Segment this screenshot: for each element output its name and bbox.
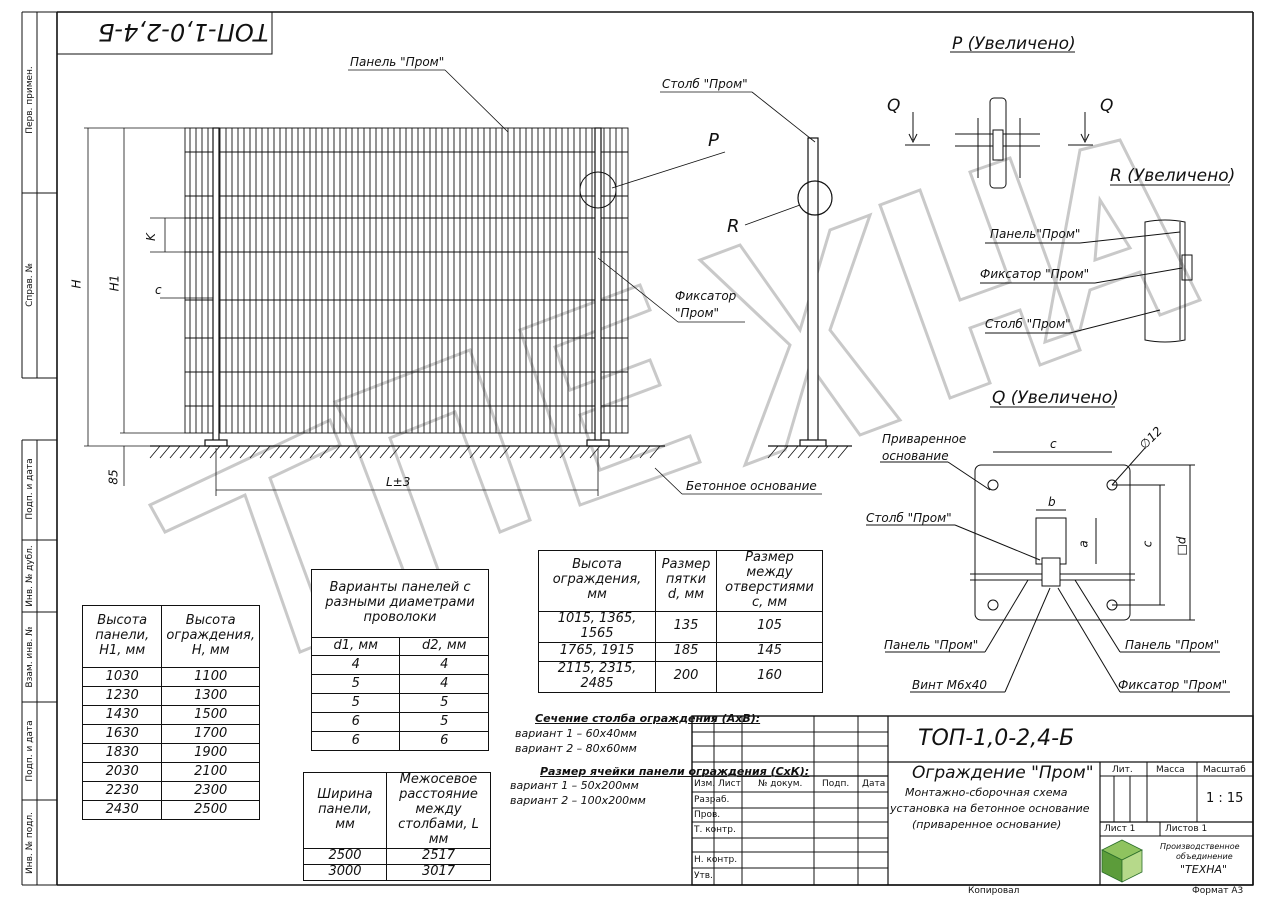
heights-cell: 2100 <box>162 763 260 782</box>
wires-cell: 6 <box>400 732 489 751</box>
hatch-line <box>440 446 450 458</box>
note-section-title: Сечение столба ограждения (АхВ): <box>535 712 761 725</box>
base-cell: 135 <box>656 611 717 642</box>
hatch-line <box>450 446 460 458</box>
tb-sheet: Лист 1 <box>1104 824 1136 834</box>
wires-cell: 6 <box>312 713 400 732</box>
detail-Q-panel-right: Панель "Пром" <box>1125 638 1220 652</box>
detail-Q-dim-c-top: c <box>1050 437 1057 451</box>
widths-cell: 3000 <box>304 864 387 880</box>
tb-format: Формат А3 <box>1192 886 1244 896</box>
detail-Q-screw: Винт М6х40 <box>912 678 988 692</box>
th-wire-title: Варианты панелей с разными диаметрами проволоки <box>312 570 489 638</box>
base-cell: 145 <box>717 642 823 661</box>
widths-cell: 3017 <box>387 864 491 880</box>
detail-Q-post: Столб "Пром" <box>866 511 952 525</box>
heights-cell: 2300 <box>162 782 260 801</box>
detail-Q-fixator: Фиксатор "Пром" <box>1118 678 1228 692</box>
side-label-dup-inv: Инв. № дубл. <box>25 545 35 607</box>
side-label-replace-inv: Взам. инв. № <box>25 626 35 688</box>
heights-row <box>83 763 260 782</box>
detail-R-panel: Панель"Пром" <box>990 227 1081 241</box>
tb-col-date: Дата <box>862 779 886 789</box>
detail-Q-phi: ∅12 <box>1136 423 1165 453</box>
tb-name-2: Монтажно-сборочная схема <box>905 786 1068 799</box>
tb-col-list: Лист <box>718 779 741 789</box>
label-dim-H1: H1 <box>107 274 122 292</box>
heights-cell: 2430 <box>83 801 162 820</box>
wires-row <box>312 656 489 675</box>
label-post-prom: Столб "Пром" <box>662 77 748 91</box>
widths-cell: 2517 <box>387 848 491 864</box>
label-dim-85: 85 <box>106 469 121 485</box>
hatch-line <box>180 446 190 458</box>
hatch-line <box>490 446 500 458</box>
heights-cell: 1300 <box>162 687 260 706</box>
base-cell: 160 <box>717 661 823 692</box>
hatch-line <box>550 446 560 458</box>
hatch-line <box>580 446 590 458</box>
th-heel-size: Размер пятки d, мм <box>656 551 717 612</box>
detail-R-post: Столб "Пром" <box>985 317 1071 331</box>
tb-doc-code: ТОП-1,0-2,4-Б <box>918 726 1075 751</box>
fence-panel <box>185 128 628 433</box>
detail-Q-dim-d: □d <box>1174 536 1189 556</box>
heights-cell: 2500 <box>162 801 260 820</box>
base-cell: 185 <box>656 642 717 661</box>
base-row <box>539 611 823 642</box>
tb-row-utv: Утв. <box>694 871 713 881</box>
heights-cell: 2030 <box>83 763 162 782</box>
label-fixator-1: Фиксатор <box>675 289 737 303</box>
hatch-line <box>620 446 630 458</box>
tb-name-4: (приваренное основание) <box>912 818 1062 831</box>
wires-cell: 5 <box>312 694 400 713</box>
tb-scale: 1 : 15 <box>1206 791 1244 806</box>
hatch-line <box>420 446 430 458</box>
heights-cell: 1700 <box>162 725 260 744</box>
table-widths <box>303 772 491 881</box>
hatch-line <box>360 446 370 458</box>
label-panel-prom: Панель "Пром" <box>350 55 445 69</box>
hatch-line <box>230 446 240 458</box>
note-section-v1: вариант 1 – 60х40мм <box>515 726 637 740</box>
wires-row <box>312 732 489 751</box>
wires-cell: 4 <box>312 656 400 675</box>
hatch-line <box>170 446 180 458</box>
side-label-orig-inv: Инв. № подл. <box>25 811 35 875</box>
tb-col-izm: Изм. <box>694 779 716 789</box>
wires-cell: 6 <box>312 732 400 751</box>
top-stamp-code: ТОП-1,0-2,4-Б <box>98 18 269 46</box>
post-side-view <box>798 138 832 446</box>
base-cell: 105 <box>717 611 823 642</box>
heights-cell: 1230 <box>83 687 162 706</box>
note-mesh-v1: вариант 1 – 50х200мм <box>510 779 639 793</box>
detail-P-q-right: Q <box>1100 96 1114 116</box>
heights-row <box>83 801 260 820</box>
wires-cell: 5 <box>400 694 489 713</box>
tb-mass: Масса <box>1156 765 1185 775</box>
table-base-sizes <box>538 550 823 693</box>
hatch-line <box>240 446 250 458</box>
hatch-line <box>828 446 838 458</box>
note-section-v2: вариант 2 – 80х60мм <box>515 741 637 755</box>
detail-P-q-left: Q <box>887 96 901 116</box>
hatch-line <box>838 446 848 458</box>
detail-Q-welded-1: Приваренное <box>882 432 967 446</box>
tb-row-prov: Пров. <box>694 810 721 820</box>
heights-row <box>83 782 260 801</box>
tb-row-nkontr: Н. контр. <box>694 855 738 865</box>
label-dim-K: K <box>143 233 158 241</box>
base-cell: 2115, 2315, 2485 <box>539 661 656 692</box>
detail-Q-dim-a: a <box>1076 540 1091 548</box>
hatch-line <box>290 446 300 458</box>
company-logo <box>1102 840 1142 882</box>
heights-row <box>83 725 260 744</box>
hatch-line <box>530 446 540 458</box>
heights-cell: 1630 <box>83 725 162 744</box>
hatch-line <box>340 446 350 458</box>
heights-cell: 1830 <box>83 744 162 763</box>
tb-row-razrab: Разраб. <box>694 795 730 805</box>
wires-cell: 4 <box>400 656 489 675</box>
tb-scale-label: Масштаб <box>1203 765 1246 775</box>
label-dim-c: c <box>155 283 162 297</box>
label-dim-L: L±3 <box>386 475 411 489</box>
hatch-line <box>788 446 798 458</box>
notes-section <box>510 712 810 809</box>
table-heights <box>82 605 260 820</box>
hatch-line <box>380 446 390 458</box>
heights-row <box>83 706 260 725</box>
wires-cell: 5 <box>312 675 400 694</box>
label-fixator-2: "Пром" <box>675 306 720 320</box>
table-wire-variants <box>311 569 489 751</box>
detail-Q-dim-c-side: c <box>1140 540 1155 548</box>
base-row <box>539 661 823 692</box>
heights-cell: 1900 <box>162 744 260 763</box>
label-dim-H: H <box>69 279 84 289</box>
heights-cell: 2230 <box>83 782 162 801</box>
hatch-line <box>610 446 620 458</box>
hatch-line <box>480 446 490 458</box>
hatch-line <box>280 446 290 458</box>
wires-row <box>312 713 489 732</box>
tb-company-1: Производственное <box>1160 842 1240 851</box>
tb-col-sign: Подп. <box>822 779 850 789</box>
widths-row <box>304 848 491 864</box>
side-label-sign-date-2: Подп. и дата <box>25 720 35 782</box>
tb-row-tkontr: Т. контр. <box>694 825 736 835</box>
base-cell: 1765, 1915 <box>539 642 656 661</box>
side-label-sign-date-1: Подп. и дата <box>25 458 35 520</box>
label-detail-R: R <box>727 216 740 237</box>
widths-row <box>304 864 491 880</box>
hatch-line <box>540 446 550 458</box>
heights-cell: 1430 <box>83 706 162 725</box>
hatch-line <box>570 446 580 458</box>
th-panel-height: Высота панели, H1, мм <box>83 606 162 668</box>
th-d1: d1, мм <box>312 638 400 656</box>
hatch-line <box>300 446 310 458</box>
hatch-line <box>798 446 808 458</box>
dimension-lines <box>84 128 598 496</box>
fence-posts <box>205 128 609 446</box>
hatch-line <box>160 446 170 458</box>
tb-company-name: "ТЕХНА" <box>1180 863 1228 876</box>
th-fence-height: Высота ограждения, H, мм <box>162 606 260 668</box>
th-fence-height-base: Высота ограждения, мм <box>539 551 656 612</box>
tb-col-doc: № докум. <box>758 779 803 789</box>
wires-cell: 5 <box>400 713 489 732</box>
tb-lit: Лит. <box>1112 765 1133 775</box>
hatch-line <box>220 446 230 458</box>
widths-cell: 2500 <box>304 848 387 864</box>
hatch-line <box>200 446 210 458</box>
hatch-line <box>520 446 530 458</box>
side-label-first-use: Перв. примен. <box>25 66 35 134</box>
hatch-line <box>370 446 380 458</box>
detail-Q-panel-left: Панель "Пром" <box>884 638 979 652</box>
detail-Q-dim-b: b <box>1048 495 1056 509</box>
detail-R-fixator: Фиксатор "Пром" <box>980 267 1090 281</box>
th-d2: d2, мм <box>400 638 489 656</box>
note-mesh-title: Размер ячейки панели ограждения (СхК): <box>540 764 810 778</box>
tb-name-1: Ограждение "Пром" <box>912 763 1094 783</box>
th-hole-spacing: Размер между отверстиями c, мм <box>717 551 823 612</box>
heights-row <box>83 668 260 687</box>
note-mesh-v2: вариант 2 – 100х200мм <box>510 794 646 808</box>
detail-Q-title: Q (Увеличено) <box>992 388 1119 408</box>
detail-R-title: R (Увеличено) <box>1110 166 1236 186</box>
tb-sheets: Листов 1 <box>1165 824 1208 834</box>
wires-cell: 4 <box>400 675 489 694</box>
hatch-line <box>190 446 200 458</box>
wires-row <box>312 694 489 713</box>
hatch-line <box>808 446 818 458</box>
hatch-line <box>400 446 410 458</box>
base-cell: 1015, 1365, 1565 <box>539 611 656 642</box>
heights-row <box>83 744 260 763</box>
hatch-line <box>410 446 420 458</box>
th-panel-width: Ширина панели, мм <box>304 773 387 849</box>
heights-cell: 1030 <box>83 668 162 687</box>
hatch-line <box>150 446 160 458</box>
hatch-line <box>510 446 520 458</box>
tb-company-2: объединение <box>1176 852 1233 861</box>
label-concrete-base: Бетонное основание <box>686 479 817 493</box>
base-row <box>539 642 823 661</box>
th-post-spacing: Межосевое расстояние между столбами, L мм <box>387 773 491 849</box>
hatch-line <box>210 446 220 458</box>
detail-Q-welded-2: основание <box>882 449 949 463</box>
tb-name-3: установка на бетонное основание <box>890 802 1090 815</box>
side-label-ref-no: Справ. № <box>25 263 35 307</box>
heights-row <box>83 687 260 706</box>
heights-cell: 1500 <box>162 706 260 725</box>
hatch-line <box>600 446 610 458</box>
wires-row <box>312 675 489 694</box>
heights-cell: 1100 <box>162 668 260 687</box>
base-cell: 200 <box>656 661 717 692</box>
hatch-line <box>818 446 828 458</box>
hatch-line <box>430 446 440 458</box>
tb-copied: Копировал <box>968 886 1020 896</box>
detail-P-title: P (Увеличено) <box>952 34 1076 54</box>
detail-P-drawing <box>905 52 1093 188</box>
label-detail-P: P <box>708 130 719 151</box>
